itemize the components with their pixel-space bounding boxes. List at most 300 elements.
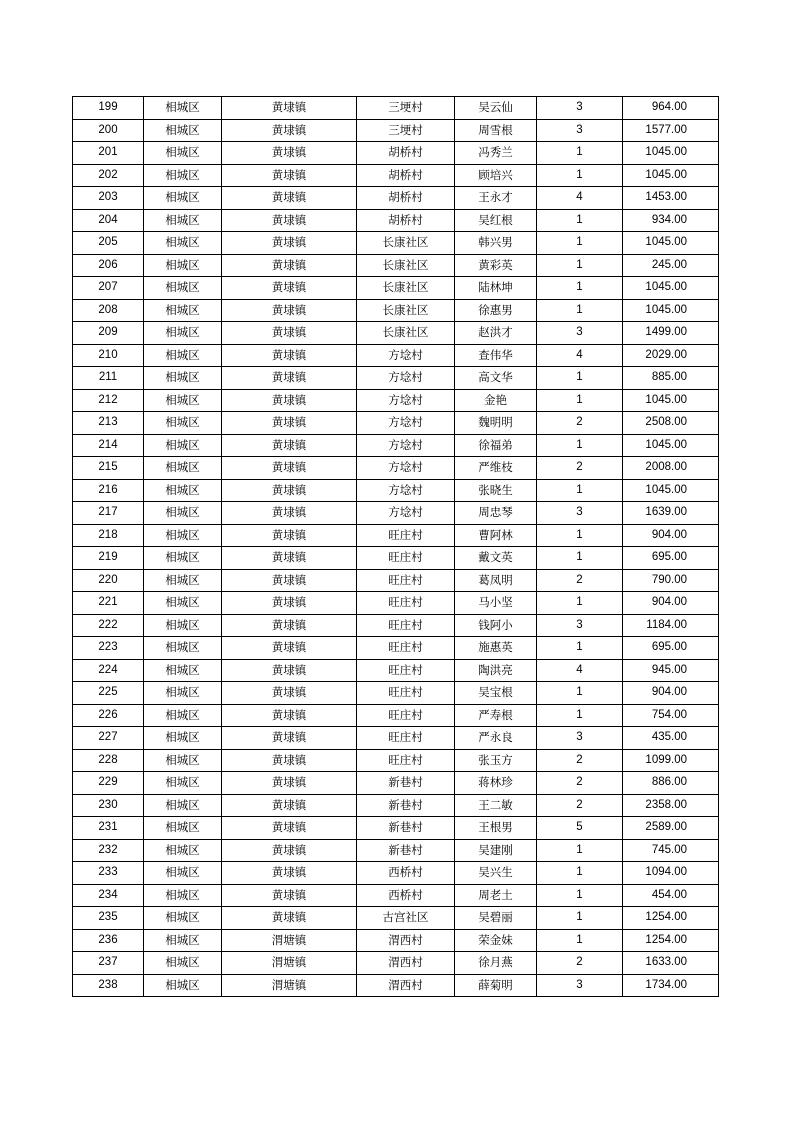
person-name-cell: 吴红根 [455, 209, 537, 232]
person-name-cell: 高文华 [455, 367, 537, 390]
amount-cell: 695.00 [623, 637, 719, 660]
amount-cell: 945.00 [623, 659, 719, 682]
table-row [73, 727, 719, 750]
village-cell: 胡桥村 [357, 142, 455, 165]
row-number-cell: 202 [73, 164, 144, 187]
row-number-cell: 234 [73, 884, 144, 907]
table-row [73, 322, 719, 345]
row-number-cell: 212 [73, 389, 144, 412]
district-cell: 相城区 [144, 119, 222, 142]
household-count-cell: 3 [537, 614, 623, 637]
district-cell: 相城区 [144, 344, 222, 367]
village-cell: 渭西村 [357, 929, 455, 952]
village-cell: 长康社区 [357, 277, 455, 300]
village-cell: 方埝村 [357, 389, 455, 412]
household-count-cell: 1 [537, 884, 623, 907]
district-cell: 相城区 [144, 97, 222, 120]
district-cell: 相城区 [144, 704, 222, 727]
person-name-cell: 顾培兴 [455, 164, 537, 187]
table-row [73, 164, 719, 187]
amount-cell: 1094.00 [623, 862, 719, 885]
town-cell: 黄埭镇 [222, 614, 357, 637]
district-cell: 相城区 [144, 659, 222, 682]
table-row [73, 569, 719, 592]
amount-cell: 1045.00 [623, 479, 719, 502]
table-row [73, 187, 719, 210]
amount-cell: 1734.00 [623, 974, 719, 997]
table-row [73, 119, 719, 142]
village-cell: 方埝村 [357, 344, 455, 367]
person-name-cell: 张晓生 [455, 479, 537, 502]
table-row [73, 974, 719, 997]
person-name-cell: 周忠琴 [455, 502, 537, 525]
town-cell: 黄埭镇 [222, 749, 357, 772]
town-cell: 黄埭镇 [222, 839, 357, 862]
household-count-cell: 2 [537, 952, 623, 975]
town-cell: 黄埭镇 [222, 344, 357, 367]
village-cell: 旺庄村 [357, 592, 455, 615]
table-row [73, 344, 719, 367]
household-count-cell: 5 [537, 817, 623, 840]
row-number-cell: 233 [73, 862, 144, 885]
town-cell: 黄埭镇 [222, 794, 357, 817]
amount-cell: 964.00 [623, 97, 719, 120]
household-count-cell: 1 [537, 367, 623, 390]
town-cell: 黄埭镇 [222, 817, 357, 840]
household-count-cell: 1 [537, 277, 623, 300]
town-cell: 黄埭镇 [222, 592, 357, 615]
district-cell: 相城区 [144, 389, 222, 412]
district-cell: 相城区 [144, 187, 222, 210]
household-count-cell: 1 [537, 547, 623, 570]
person-name-cell: 周老土 [455, 884, 537, 907]
district-cell: 相城区 [144, 952, 222, 975]
village-cell: 方埝村 [357, 434, 455, 457]
village-cell: 胡桥村 [357, 187, 455, 210]
table-row [73, 547, 719, 570]
person-name-cell: 吴碧丽 [455, 907, 537, 930]
district-cell: 相城区 [144, 547, 222, 570]
town-cell: 黄埭镇 [222, 389, 357, 412]
amount-cell: 1045.00 [623, 277, 719, 300]
district-cell: 相城区 [144, 367, 222, 390]
amount-cell: 1639.00 [623, 502, 719, 525]
district-cell: 相城区 [144, 479, 222, 502]
town-cell: 黄埭镇 [222, 142, 357, 165]
amount-cell: 1045.00 [623, 142, 719, 165]
household-count-cell: 1 [537, 209, 623, 232]
district-cell: 相城区 [144, 524, 222, 547]
row-number-cell: 217 [73, 502, 144, 525]
amount-cell: 1184.00 [623, 614, 719, 637]
district-cell: 相城区 [144, 839, 222, 862]
row-number-cell: 200 [73, 119, 144, 142]
table-row [73, 479, 719, 502]
town-cell: 黄埭镇 [222, 479, 357, 502]
household-count-cell: 1 [537, 704, 623, 727]
row-number-cell: 223 [73, 637, 144, 660]
table-row [73, 929, 719, 952]
table-row [73, 502, 719, 525]
amount-cell: 1254.00 [623, 929, 719, 952]
household-count-cell: 2 [537, 569, 623, 592]
household-count-cell: 1 [537, 434, 623, 457]
amount-cell: 885.00 [623, 367, 719, 390]
table-body [73, 97, 719, 997]
household-count-cell: 1 [537, 254, 623, 277]
town-cell: 黄埭镇 [222, 682, 357, 705]
district-cell: 相城区 [144, 164, 222, 187]
amount-cell: 934.00 [623, 209, 719, 232]
village-cell: 胡桥村 [357, 209, 455, 232]
person-name-cell: 吴云仙 [455, 97, 537, 120]
person-name-cell: 戴文英 [455, 547, 537, 570]
village-cell: 长康社区 [357, 299, 455, 322]
amount-cell: 1045.00 [623, 299, 719, 322]
town-cell: 黄埭镇 [222, 524, 357, 547]
household-count-cell: 4 [537, 187, 623, 210]
district-cell: 相城区 [144, 412, 222, 435]
table-row [73, 659, 719, 682]
row-number-cell: 222 [73, 614, 144, 637]
person-name-cell: 严永良 [455, 727, 537, 750]
household-count-cell: 3 [537, 322, 623, 345]
row-number-cell: 235 [73, 907, 144, 930]
person-name-cell: 严维枝 [455, 457, 537, 480]
amount-cell: 1045.00 [623, 232, 719, 255]
person-name-cell: 马小坚 [455, 592, 537, 615]
person-name-cell: 王二敏 [455, 794, 537, 817]
household-count-cell: 2 [537, 457, 623, 480]
household-count-cell: 3 [537, 727, 623, 750]
village-cell: 胡桥村 [357, 164, 455, 187]
village-cell: 方埝村 [357, 502, 455, 525]
table-row [73, 457, 719, 480]
amount-cell: 886.00 [623, 772, 719, 795]
person-name-cell: 葛凤明 [455, 569, 537, 592]
village-cell: 新巷村 [357, 839, 455, 862]
table-row [73, 389, 719, 412]
village-cell: 旺庄村 [357, 637, 455, 660]
row-number-cell: 208 [73, 299, 144, 322]
row-number-cell: 227 [73, 727, 144, 750]
village-cell: 方埝村 [357, 457, 455, 480]
amount-cell: 904.00 [623, 682, 719, 705]
household-count-cell: 2 [537, 749, 623, 772]
table-row [73, 749, 719, 772]
village-cell: 旺庄村 [357, 569, 455, 592]
person-name-cell: 王永才 [455, 187, 537, 210]
person-name-cell: 陶洪亮 [455, 659, 537, 682]
district-cell: 相城区 [144, 862, 222, 885]
person-name-cell: 周雪根 [455, 119, 537, 142]
table-row [73, 614, 719, 637]
amount-cell: 695.00 [623, 547, 719, 570]
district-cell: 相城区 [144, 434, 222, 457]
amount-cell: 1254.00 [623, 907, 719, 930]
row-number-cell: 218 [73, 524, 144, 547]
household-count-cell: 3 [537, 97, 623, 120]
amount-cell: 2029.00 [623, 344, 719, 367]
town-cell: 渭塘镇 [222, 929, 357, 952]
household-count-cell: 1 [537, 682, 623, 705]
village-cell: 三埂村 [357, 119, 455, 142]
table-row [73, 277, 719, 300]
row-number-cell: 220 [73, 569, 144, 592]
village-cell: 渭西村 [357, 952, 455, 975]
person-name-cell: 陆林坤 [455, 277, 537, 300]
table-row [73, 232, 719, 255]
table-row [73, 682, 719, 705]
amount-cell: 1453.00 [623, 187, 719, 210]
household-count-cell: 3 [537, 119, 623, 142]
amount-cell: 245.00 [623, 254, 719, 277]
row-number-cell: 199 [73, 97, 144, 120]
household-count-cell: 1 [537, 637, 623, 660]
village-cell: 旺庄村 [357, 659, 455, 682]
district-cell: 相城区 [144, 907, 222, 930]
village-cell: 新巷村 [357, 772, 455, 795]
district-cell: 相城区 [144, 794, 222, 817]
person-name-cell: 赵洪才 [455, 322, 537, 345]
row-number-cell: 221 [73, 592, 144, 615]
table-row [73, 817, 719, 840]
row-number-cell: 229 [73, 772, 144, 795]
town-cell: 黄埭镇 [222, 434, 357, 457]
person-name-cell: 徐惠男 [455, 299, 537, 322]
row-number-cell: 228 [73, 749, 144, 772]
town-cell: 黄埭镇 [222, 254, 357, 277]
village-cell: 西桥村 [357, 862, 455, 885]
row-number-cell: 238 [73, 974, 144, 997]
village-cell: 旺庄村 [357, 614, 455, 637]
amount-cell: 2508.00 [623, 412, 719, 435]
person-name-cell: 吴建刚 [455, 839, 537, 862]
row-number-cell: 206 [73, 254, 144, 277]
district-cell: 相城区 [144, 592, 222, 615]
town-cell: 黄埭镇 [222, 907, 357, 930]
district-cell: 相城区 [144, 929, 222, 952]
amount-cell: 435.00 [623, 727, 719, 750]
amount-cell: 1045.00 [623, 164, 719, 187]
table-row [73, 862, 719, 885]
village-cell: 方埝村 [357, 367, 455, 390]
household-count-cell: 3 [537, 974, 623, 997]
person-name-cell: 钱阿小 [455, 614, 537, 637]
person-name-cell: 徐福弟 [455, 434, 537, 457]
district-cell: 相城区 [144, 974, 222, 997]
village-cell: 方埝村 [357, 412, 455, 435]
amount-cell: 1045.00 [623, 434, 719, 457]
household-count-cell: 2 [537, 772, 623, 795]
row-number-cell: 211 [73, 367, 144, 390]
table-row [73, 142, 719, 165]
row-number-cell: 231 [73, 817, 144, 840]
household-count-cell: 4 [537, 344, 623, 367]
data-table [72, 96, 719, 997]
district-cell: 相城区 [144, 817, 222, 840]
row-number-cell: 205 [73, 232, 144, 255]
district-cell: 相城区 [144, 614, 222, 637]
village-cell: 渭西村 [357, 974, 455, 997]
town-cell: 黄埭镇 [222, 97, 357, 120]
table-row [73, 592, 719, 615]
table-row [73, 209, 719, 232]
person-name-cell: 黄彩英 [455, 254, 537, 277]
person-name-cell: 金艳 [455, 389, 537, 412]
person-name-cell: 吴兴生 [455, 862, 537, 885]
household-count-cell: 1 [537, 907, 623, 930]
household-count-cell: 2 [537, 412, 623, 435]
amount-cell: 904.00 [623, 524, 719, 547]
town-cell: 黄埭镇 [222, 502, 357, 525]
district-cell: 相城区 [144, 277, 222, 300]
district-cell: 相城区 [144, 749, 222, 772]
person-name-cell: 荣金妹 [455, 929, 537, 952]
town-cell: 黄埭镇 [222, 299, 357, 322]
town-cell: 黄埭镇 [222, 119, 357, 142]
amount-cell: 1633.00 [623, 952, 719, 975]
person-name-cell: 薛菊明 [455, 974, 537, 997]
amount-cell: 2358.00 [623, 794, 719, 817]
table-row [73, 884, 719, 907]
town-cell: 黄埭镇 [222, 659, 357, 682]
row-number-cell: 210 [73, 344, 144, 367]
district-cell: 相城区 [144, 232, 222, 255]
household-count-cell: 4 [537, 659, 623, 682]
town-cell: 黄埭镇 [222, 457, 357, 480]
person-name-cell: 施惠英 [455, 637, 537, 660]
table-row [73, 434, 719, 457]
town-cell: 黄埭镇 [222, 569, 357, 592]
row-number-cell: 237 [73, 952, 144, 975]
amount-cell: 2008.00 [623, 457, 719, 480]
household-count-cell: 1 [537, 232, 623, 255]
household-count-cell: 1 [537, 929, 623, 952]
town-cell: 黄埭镇 [222, 322, 357, 345]
village-cell: 新巷村 [357, 817, 455, 840]
district-cell: 相城区 [144, 299, 222, 322]
village-cell: 新巷村 [357, 794, 455, 817]
town-cell: 黄埭镇 [222, 772, 357, 795]
village-cell: 旺庄村 [357, 727, 455, 750]
village-cell: 古宫社区 [357, 907, 455, 930]
row-number-cell: 219 [73, 547, 144, 570]
village-cell: 三埂村 [357, 97, 455, 120]
amount-cell: 1577.00 [623, 119, 719, 142]
row-number-cell: 214 [73, 434, 144, 457]
district-cell: 相城区 [144, 322, 222, 345]
town-cell: 黄埭镇 [222, 187, 357, 210]
village-cell: 旺庄村 [357, 524, 455, 547]
town-cell: 黄埭镇 [222, 209, 357, 232]
district-cell: 相城区 [144, 569, 222, 592]
household-count-cell: 2 [537, 794, 623, 817]
village-cell: 西桥村 [357, 884, 455, 907]
row-number-cell: 215 [73, 457, 144, 480]
household-count-cell: 1 [537, 389, 623, 412]
town-cell: 黄埭镇 [222, 862, 357, 885]
town-cell: 黄埭镇 [222, 547, 357, 570]
household-count-cell: 1 [537, 592, 623, 615]
row-number-cell: 207 [73, 277, 144, 300]
row-number-cell: 226 [73, 704, 144, 727]
village-cell: 旺庄村 [357, 682, 455, 705]
table-row [73, 637, 719, 660]
amount-cell: 1499.00 [623, 322, 719, 345]
row-number-cell: 230 [73, 794, 144, 817]
table-row [73, 97, 719, 120]
household-count-cell: 3 [537, 502, 623, 525]
row-number-cell: 232 [73, 839, 144, 862]
row-number-cell: 209 [73, 322, 144, 345]
person-name-cell: 王根男 [455, 817, 537, 840]
village-cell: 旺庄村 [357, 547, 455, 570]
town-cell: 黄埭镇 [222, 232, 357, 255]
town-cell: 渭塘镇 [222, 974, 357, 997]
table-row [73, 952, 719, 975]
row-number-cell: 224 [73, 659, 144, 682]
person-name-cell: 魏明明 [455, 412, 537, 435]
row-number-cell: 203 [73, 187, 144, 210]
town-cell: 黄埭镇 [222, 637, 357, 660]
person-name-cell: 张玉方 [455, 749, 537, 772]
district-cell: 相城区 [144, 884, 222, 907]
district-cell: 相城区 [144, 209, 222, 232]
household-count-cell: 1 [537, 164, 623, 187]
town-cell: 黄埭镇 [222, 367, 357, 390]
amount-cell: 904.00 [623, 592, 719, 615]
town-cell: 黄埭镇 [222, 412, 357, 435]
table-row [73, 794, 719, 817]
person-name-cell: 徐月燕 [455, 952, 537, 975]
district-cell: 相城区 [144, 142, 222, 165]
district-cell: 相城区 [144, 772, 222, 795]
table-row [73, 367, 719, 390]
person-name-cell: 吴宝根 [455, 682, 537, 705]
household-count-cell: 1 [537, 524, 623, 547]
village-cell: 长康社区 [357, 322, 455, 345]
row-number-cell: 204 [73, 209, 144, 232]
town-cell: 黄埭镇 [222, 277, 357, 300]
row-number-cell: 225 [73, 682, 144, 705]
amount-cell: 1099.00 [623, 749, 719, 772]
table-row [73, 907, 719, 930]
district-cell: 相城区 [144, 637, 222, 660]
amount-cell: 1045.00 [623, 389, 719, 412]
table-row [73, 704, 719, 727]
household-count-cell: 1 [537, 142, 623, 165]
district-cell: 相城区 [144, 254, 222, 277]
person-name-cell: 严寿根 [455, 704, 537, 727]
table-row [73, 839, 719, 862]
amount-cell: 454.00 [623, 884, 719, 907]
table-row [73, 524, 719, 547]
person-name-cell: 蒋林珍 [455, 772, 537, 795]
row-number-cell: 213 [73, 412, 144, 435]
table-row [73, 772, 719, 795]
town-cell: 渭塘镇 [222, 952, 357, 975]
amount-cell: 745.00 [623, 839, 719, 862]
table-row [73, 412, 719, 435]
person-name-cell: 查伟华 [455, 344, 537, 367]
district-cell: 相城区 [144, 502, 222, 525]
table-row [73, 299, 719, 322]
person-name-cell: 曹阿林 [455, 524, 537, 547]
household-count-cell: 1 [537, 479, 623, 502]
person-name-cell: 冯秀兰 [455, 142, 537, 165]
row-number-cell: 201 [73, 142, 144, 165]
